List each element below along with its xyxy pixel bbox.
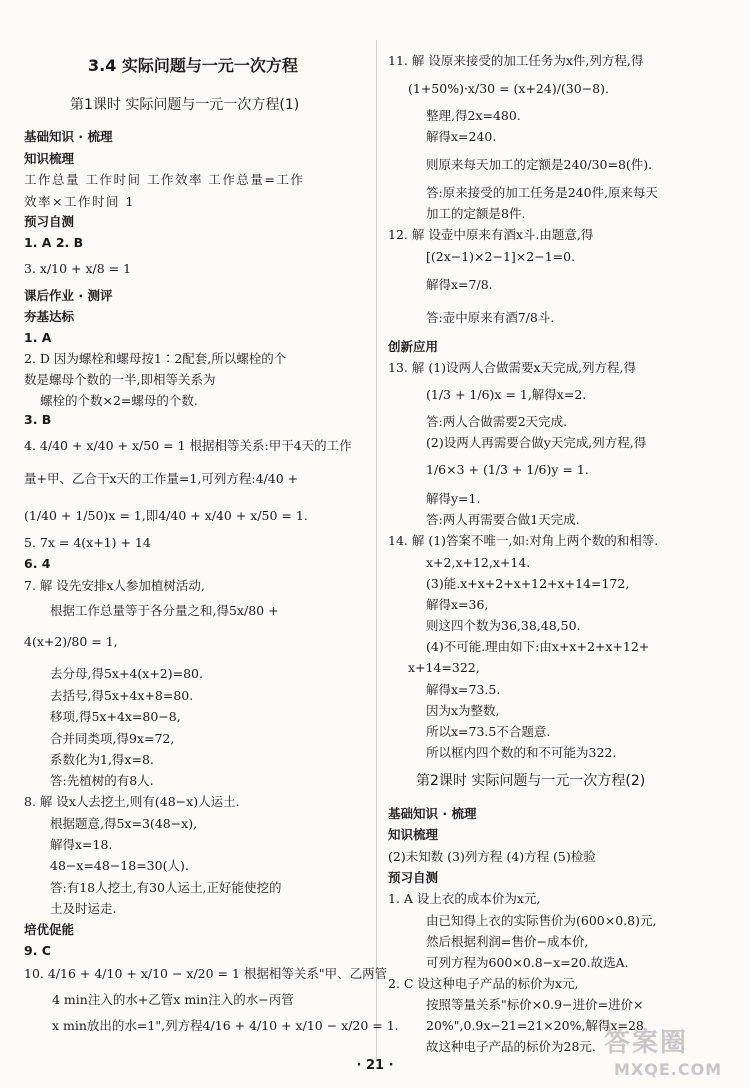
text-line: (2)未知数 (3)列方程 (4)方程 (5)检验 [388, 849, 596, 864]
watermark-logo [600, 1022, 740, 1082]
text-line: 整理,得2x=480. [426, 108, 521, 123]
answer-h1: 1. A [24, 330, 52, 345]
answer-a9: 9. C [24, 943, 51, 958]
text-line: 则原来每天加工的定额是240/30=8(件). [426, 157, 653, 172]
text-line: 1/6×3 + (1/3 + 1/6)y = 1. [426, 462, 589, 477]
text-line: 所以框内四个数的和不可能为322. [426, 745, 617, 760]
text-line: 因为x为整数, [426, 703, 500, 718]
text-line: 所以x=73.5不合题意. [426, 724, 551, 739]
text-line: 4(x+2)/80 = 1, [24, 634, 118, 649]
text-line: 系数化为1,得x=8. [50, 752, 154, 767]
text-line: 解得x=73.5. [426, 682, 501, 697]
heading-homework: 课后作业 · 测评 [24, 288, 113, 303]
text-line: 按照等量关系"标价×0.9−进价=进价× [426, 997, 644, 1012]
section-title: 3.4 实际问题与一元一次方程 [88, 56, 298, 75]
answer-a11: 11. 解 设原来接受的加工任务为x件,列方程,得 [388, 53, 644, 68]
text-line: 解得x=18. [50, 837, 113, 852]
text-line: 土及时运走. [50, 901, 117, 916]
answer-h7: 7. 解 设先安排x人参加植树活动, [24, 578, 205, 593]
text-line: (1/3 + 1/6)x = 1,解得x=2. [426, 387, 587, 402]
text-line: 答:有18人挖土,有30人运土,正好能使挖的 [50, 880, 282, 895]
answer-a12: 12. 解 设壶中原来有酒x斗.由题意,得 [388, 227, 594, 242]
text-line: 根据题意,得5x=3(48−x), [50, 816, 198, 831]
text-line: 故这种电子产品的标价为28元. [426, 1039, 596, 1054]
text-line: 答:原来接受的加工任务是240件,原来每天 [426, 185, 659, 200]
text-line: 48−x=48−18=30(人). [50, 858, 189, 873]
heading-knowledge-summary: 知识梳理 [24, 151, 75, 166]
text-line: 答:壶中原来有酒7/8斗. [426, 310, 555, 325]
text-line: 4 min注入的水+乙管x min注入的水−丙管 [52, 992, 294, 1007]
column-divider [376, 40, 377, 1060]
text-line: 由已知得上衣的实际售价为(600×0.8)元, [426, 913, 657, 928]
text-line: 则这四个数为36,38,48,50. [426, 618, 581, 633]
heading-innovation: 创新应用 [388, 339, 439, 354]
text-line: x+2,x+12,x+14. [426, 555, 531, 570]
text-line: 解得x=36, [426, 597, 489, 612]
heading-basic-knowledge: 基础知识 · 梳理 [24, 129, 113, 144]
text-line: (1/40 + 1/50)x = 1,即4/40 + x/40 + x/50 = 1. [24, 508, 308, 523]
page-number: · 21 · [356, 1058, 394, 1073]
answer-p2: 2. C 设这种电子产品的标价为x元, [388, 976, 579, 991]
answer-1-2: 1. A 2. B [24, 235, 84, 250]
heading-foundation: 夯基达标 [24, 309, 75, 324]
answer-h3: 3. B [24, 412, 52, 427]
text-line: 20%",0.9x−21=21×20%,解得x=28. [426, 1018, 648, 1033]
lesson-1-title: 第1课时 实际问题与一元一次方程(1) [70, 97, 300, 113]
answer-p1: 1. A 设上衣的成本价为x元, [388, 891, 541, 906]
text-line: 数是螺母个数的一半,即相等关系为 [24, 372, 216, 387]
lesson-2-title: 第2课时 实际问题与一元一次方程(2) [416, 773, 646, 789]
text-line: [(2x−1)×2−1]×2−1=0. [426, 249, 576, 264]
heading-preview-test-2: 预习自测 [388, 870, 439, 885]
heading-knowledge-summary-2: 知识梳理 [388, 827, 439, 842]
text-line: (3)能.x+x+2+x+12+x+14=172, [426, 576, 630, 591]
text-line: 量+甲、乙合干x天的工作量=1,可列方程:4/40 + [24, 471, 299, 486]
text-line: 合并同类项,得9x=72, [50, 731, 175, 746]
text-line: 然后根据利润=售价−成本价, [426, 934, 589, 949]
watermark-url: MXQE.COM [614, 1060, 723, 1079]
text-line: (1+50%)·x/30 = (x+24)/(30−8). [408, 81, 609, 96]
text-line: 移项,得5x+4x=80−8, [50, 709, 181, 724]
text-line: 解得x=240. [426, 129, 497, 144]
text-line: 去括号,得5x+4x+8=80. [50, 688, 194, 703]
text-line: 解得x=7/8. [426, 277, 493, 292]
answer-a13: 13. 解 (1)设两人合做需要x天完成,列方程,得 [388, 360, 637, 375]
text-line: 可列方程为600×0.8−x=20.故选A. [426, 955, 629, 970]
text-line: (4)不可能.理由如下:由x+x+2+x+12+ [426, 639, 650, 654]
answer-h6: 6. 4 [24, 556, 51, 571]
answer-h8: 8. 解 设x人去挖土,则有(48−x)人运土. [24, 794, 240, 809]
text-line: 根据工作总量等于各分量之和,得5x/80 + [50, 603, 279, 618]
answer-3: 3. x/10 + x/8 = 1 [24, 261, 132, 276]
heading-preview-test: 预习自测 [24, 214, 75, 229]
answer-a14: 14. 解 (1)答案不唯一,如:对角上两个数的和相等. [388, 533, 659, 548]
text-line: 答:两人合做需要2天完成. [426, 414, 568, 429]
text-line: 螺栓的个数×2=螺母的个数. [40, 393, 198, 408]
watermark-text: 答案圈 [604, 1028, 689, 1058]
answer-a10: 10. 4/16 + 4/10 + x/10 − x/20 = 1 根据相等关系"甲、乙两管 [24, 966, 388, 981]
heading-advanced: 培优促能 [24, 922, 75, 937]
text-line: 工作总量 工作时间 工作效率 工作总量=工作 [24, 172, 305, 187]
text-line: (2)设两人再需要合做y天完成,列方程,得 [426, 435, 647, 450]
text-line: 去分母,得5x+4(x+2)=80. [50, 666, 203, 681]
text-line: x min放出的水=1",列方程4/16 + 4/10 + x/10 − x/20 = 1. [52, 1018, 399, 1033]
answer-h4: 4. 4/40 + x/40 + x/50 = 1 根据相等关系:甲干4天的工作 [24, 438, 352, 453]
text-line: x+14=322, [408, 660, 480, 675]
answer-h2: 2. D 因为螺栓和螺母按1∶2配套,所以螺栓的个 [24, 351, 287, 366]
heading-basic-knowledge-2: 基础知识 · 梳理 [388, 806, 477, 821]
text-line: 答:先植树的有8人. [50, 773, 154, 788]
text-line: 加工的定额是8件. [426, 206, 526, 221]
answer-h5: 5. 7x = 4(x+1) + 14 [24, 535, 151, 550]
text-line: 解得y=1. [426, 491, 481, 506]
text-line: 效率×工作时间 1 [24, 194, 135, 209]
text-line: 答:两人再需要合做1天完成. [426, 512, 580, 527]
